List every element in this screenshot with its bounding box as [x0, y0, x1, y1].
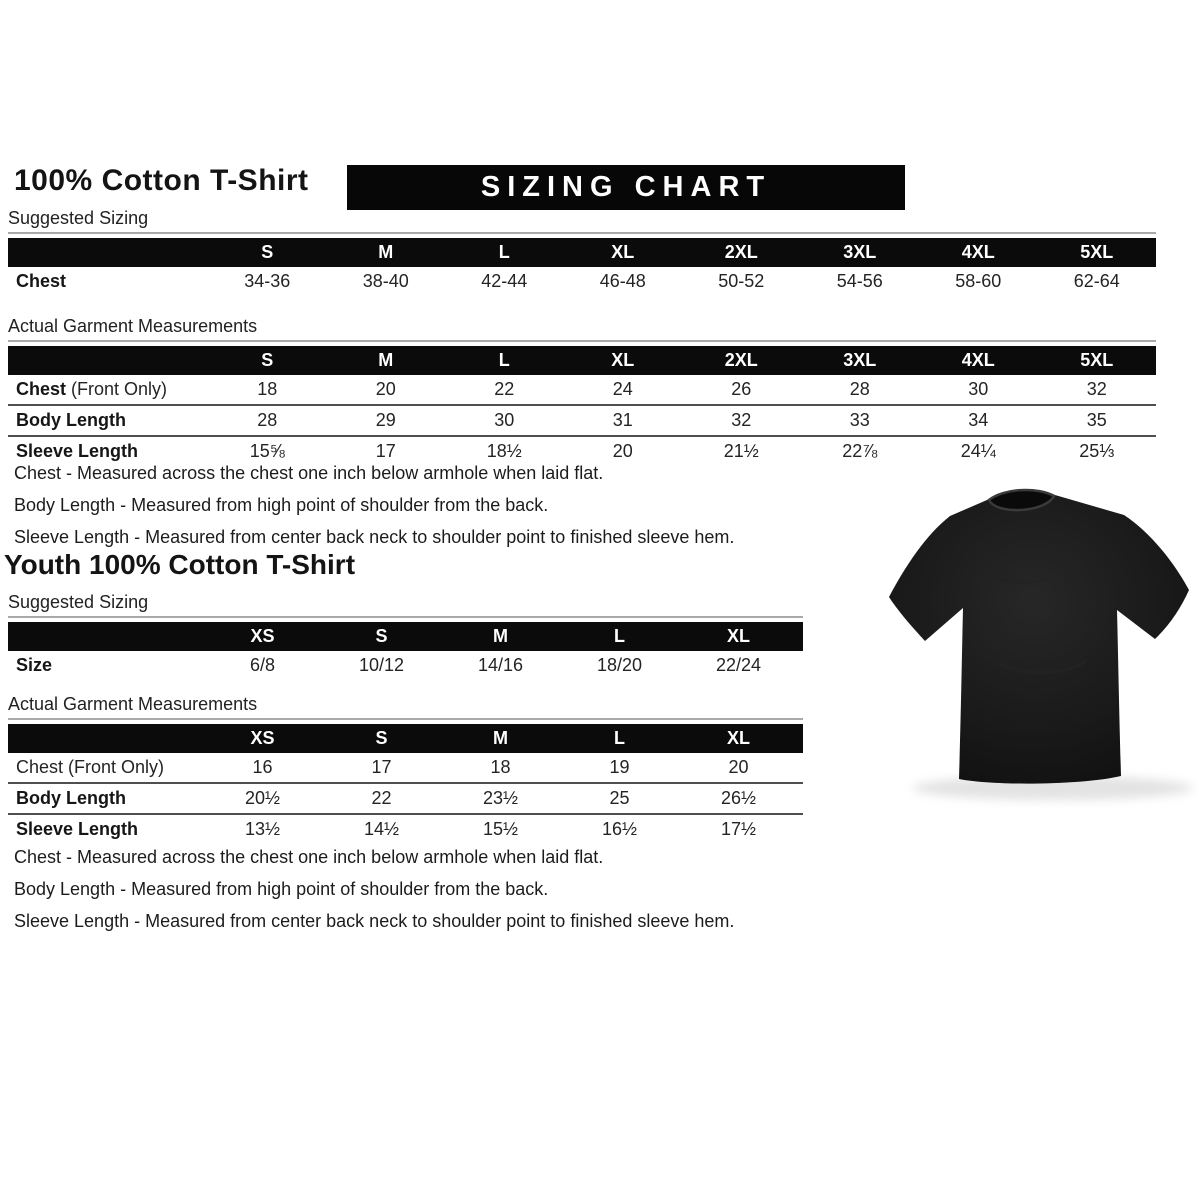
- note-chest: Chest - Measured across the chest one inch below armhole when laid flat.: [14, 847, 604, 867]
- black-tshirt-image: [878, 458, 1200, 813]
- measurement-cell: 18½: [486, 441, 522, 461]
- measurement-cell: 19: [609, 757, 630, 777]
- measurement-cell: 28: [849, 379, 870, 399]
- measurement-cell: 50-52: [718, 271, 765, 291]
- size-column-header: XL: [611, 242, 635, 262]
- youth-suggested-table: [8, 622, 803, 680]
- measurement-cell: 22/24: [715, 655, 762, 675]
- measurement-cell: 18: [490, 757, 511, 777]
- table-row: [8, 782, 803, 813]
- measurement-cell: 32: [1086, 379, 1107, 399]
- measurement-cell: 25⅓: [1079, 441, 1115, 461]
- measurement-cell: 24: [612, 379, 633, 399]
- measurement-cell: 24¼: [960, 441, 996, 461]
- measurement-cell: 18: [257, 379, 278, 399]
- size-column-header: S: [261, 350, 274, 370]
- measurement-cell: 32: [731, 410, 752, 430]
- measurement-cell: 20½: [244, 788, 281, 808]
- measurement-cell: 14/16: [477, 655, 524, 675]
- youth-title: Youth 100% Cotton T-Shirt: [4, 549, 356, 580]
- measurement-cell: 13½: [244, 819, 281, 839]
- tshirt-illustration: [878, 458, 1200, 813]
- measurement-cell: 20: [612, 441, 633, 461]
- table-row: [8, 404, 1156, 435]
- section-label-actual-measurements: Actual Garment Measurements: [8, 694, 803, 720]
- measurement-cell: 28: [257, 410, 278, 430]
- adult-suggested-section: [8, 208, 1156, 296]
- measurement-cell: 34: [968, 410, 989, 430]
- adult-measurement-notes: [14, 457, 734, 553]
- measurement-cell: 54-56: [836, 271, 883, 291]
- size-column-header: 4XL: [961, 242, 995, 262]
- size-column-header: 5XL: [1080, 350, 1114, 370]
- measurement-cell: 20: [728, 757, 749, 777]
- size-column-header: S: [375, 626, 388, 646]
- size-column-header: M: [493, 626, 508, 646]
- size-column-header: L: [498, 350, 510, 370]
- measurement-cell: 23½: [482, 788, 519, 808]
- row-label: Chest (Front Only): [16, 379, 168, 399]
- section-label-suggested-sizing: Suggested Sizing: [8, 208, 1156, 234]
- size-column-header: 2XL: [724, 242, 758, 262]
- measurement-cell: 15½: [482, 819, 519, 839]
- measurement-cell: 22⅞: [842, 441, 878, 461]
- row-label: Chest: [16, 271, 67, 291]
- measurement-cell: 30: [968, 379, 989, 399]
- measurement-cell: 17: [371, 757, 392, 777]
- sizing-chart-banner: SIZING CHART: [347, 165, 905, 210]
- table-row: [8, 753, 803, 782]
- table-row: [8, 651, 803, 680]
- measurement-cell: 38-40: [362, 271, 409, 291]
- size-column-header: L: [614, 728, 625, 748]
- row-label: Body Length: [16, 788, 126, 808]
- measurement-cell: 18/20: [596, 655, 643, 675]
- measurement-cell: 10/12: [358, 655, 405, 675]
- measurement-cell: 17: [375, 441, 396, 461]
- note-body-length: Body Length - Measured from high point of shoulder from the back.: [14, 495, 549, 515]
- row-label: Body Length: [16, 410, 126, 430]
- note-sleeve-length: Sleeve Length - Measured from center back neck to shoulder point to finished sleeve hem.: [14, 527, 735, 547]
- measurement-cell: 31: [612, 410, 633, 430]
- youth-actual-section: [8, 694, 803, 844]
- measurement-cell: 14½: [363, 819, 400, 839]
- size-column-header: L: [498, 242, 510, 262]
- row-label: Sleeve Length: [16, 819, 139, 839]
- measurement-cell: 22: [371, 788, 392, 808]
- size-column-header: M: [378, 242, 394, 262]
- row-label: Sleeve Length: [16, 441, 139, 461]
- size-column-header: 4XL: [961, 350, 995, 370]
- measurement-cell: 25: [609, 788, 630, 808]
- section-label-suggested-sizing: Suggested Sizing: [8, 592, 803, 618]
- measurement-cell: 46-48: [599, 271, 646, 291]
- size-column-header: XS: [250, 728, 275, 748]
- measurement-cell: 17½: [720, 819, 757, 839]
- table-header-row: [8, 346, 1156, 375]
- table-header-row: [8, 238, 1156, 267]
- measurement-cell: 16½: [601, 819, 638, 839]
- adult-actual-table: [8, 346, 1156, 466]
- measurement-cell: 22: [494, 379, 515, 399]
- size-column-header: XL: [611, 350, 635, 370]
- note-body-length: Body Length - Measured from high point of shoulder from the back.: [14, 879, 549, 899]
- size-column-header: M: [378, 350, 394, 370]
- table-row: [8, 375, 1156, 404]
- note-sleeve-length: Sleeve Length - Measured from center back neck to shoulder point to finished sleeve hem.: [14, 911, 735, 931]
- measurement-cell: 6/8: [249, 655, 276, 675]
- size-column-header: XS: [250, 626, 275, 646]
- page-title: 100% Cotton T-Shirt: [14, 164, 309, 197]
- size-column-header: 3XL: [843, 350, 877, 370]
- youth-suggested-section: [8, 592, 803, 680]
- note-chest: Chest - Measured across the chest one inch below armhole when laid flat.: [14, 463, 604, 483]
- size-column-header: M: [493, 728, 508, 748]
- measurement-cell: 33: [849, 410, 870, 430]
- tshirt-body: [889, 490, 1189, 783]
- table-header-row: [8, 622, 803, 651]
- size-column-header: S: [261, 242, 274, 262]
- table-row: [8, 813, 803, 844]
- measurement-cell: 58-60: [955, 271, 1002, 291]
- size-column-header: XL: [726, 626, 750, 646]
- adult-suggested-table: [8, 238, 1156, 296]
- size-column-header: 2XL: [724, 350, 758, 370]
- measurement-cell: 29: [375, 410, 396, 430]
- section-label-actual-measurements: Actual Garment Measurements: [8, 316, 1156, 342]
- size-column-header: S: [375, 728, 388, 748]
- measurement-cell: 26: [731, 379, 752, 399]
- measurement-cell: 34-36: [244, 271, 291, 291]
- measurement-cell: 62-64: [1073, 271, 1120, 291]
- measurement-cell: 16: [252, 757, 273, 777]
- table-row: [8, 267, 1156, 296]
- row-label: Chest (Front Only): [16, 757, 165, 777]
- table-header-row: [8, 724, 803, 753]
- measurement-cell: 21½: [723, 441, 759, 461]
- size-column-header: 3XL: [843, 242, 877, 262]
- measurement-cell: 42-44: [481, 271, 528, 291]
- size-column-header: XL: [726, 728, 750, 748]
- youth-measurement-notes: [14, 841, 734, 937]
- row-label: Size: [16, 655, 53, 675]
- measurement-cell: 26½: [720, 788, 757, 808]
- size-column-header: L: [614, 626, 625, 646]
- youth-actual-table: [8, 724, 803, 844]
- measurement-cell: 30: [494, 410, 515, 430]
- measurement-cell: 20: [375, 379, 396, 399]
- adult-actual-section: [8, 316, 1156, 466]
- size-column-header: 5XL: [1080, 242, 1114, 262]
- measurement-cell: 35: [1086, 410, 1107, 430]
- measurement-cell: 15⅝: [249, 441, 285, 461]
